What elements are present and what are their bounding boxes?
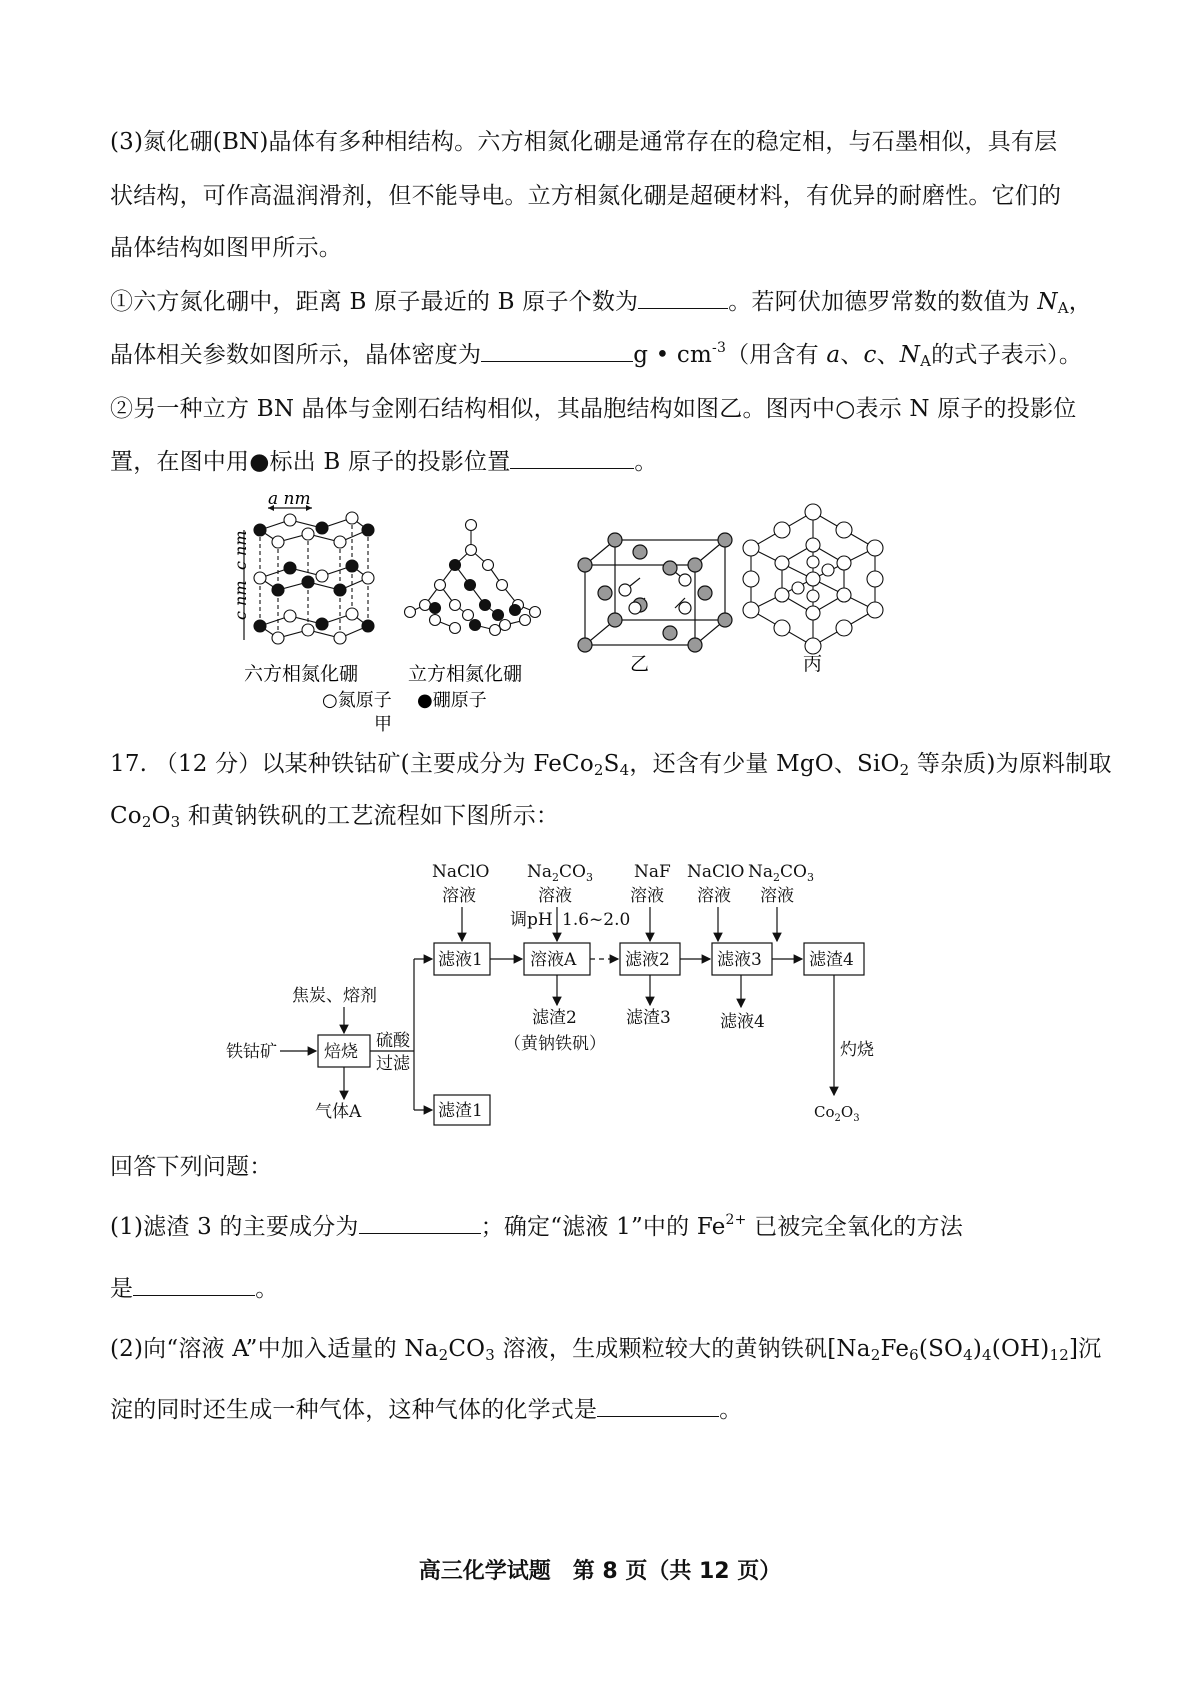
text: A xyxy=(920,352,932,370)
text: g • cm xyxy=(633,342,713,368)
reagent-na2co3-1: $Na_2CO_3$ xyxy=(527,862,593,884)
answer-blank[interactable] xyxy=(597,1398,719,1417)
ore-label: 铁钴矿 xyxy=(226,1042,277,1062)
answer-blank[interactable] xyxy=(481,343,633,362)
text: S xyxy=(603,751,620,777)
hexagonal-bn-diagram xyxy=(231,490,374,685)
q16-intro-line3: 晶体结构如图甲所示。 xyxy=(110,235,342,261)
q17-line2 xyxy=(110,797,559,831)
text: (SO xyxy=(918,1336,964,1362)
page-footer: 高三化学试题 第 8 页（共 12 页） xyxy=(418,1559,782,1584)
text: 3 xyxy=(485,1346,495,1364)
text: 已被完全氧化的方法 xyxy=(746,1214,963,1240)
text: 4 xyxy=(619,761,630,779)
c-nm-label-1: c nm xyxy=(231,530,250,570)
text: (2)向“溶液 A”中加入适量的 Na xyxy=(110,1336,439,1362)
text: ， xyxy=(1068,289,1092,315)
text: N xyxy=(899,342,921,368)
box-roast: 焙烧 xyxy=(324,1042,358,1062)
reagent-solution-1: 溶液 xyxy=(442,886,476,906)
text: (OH) xyxy=(991,1336,1050,1362)
text: ，还含有少量 MgO、SiO xyxy=(629,751,900,777)
text: 置，在图中用●标出 B 原子的投影位置 xyxy=(110,449,511,475)
legend-boron: ●硼原子 xyxy=(417,690,487,711)
q16-sub1-line1 xyxy=(110,283,1092,317)
bing-caption: 丙 xyxy=(803,653,823,675)
text: 4 xyxy=(982,1346,992,1364)
figure-jia-caption: 甲 xyxy=(374,714,392,735)
c-nm-label-2: c nm xyxy=(231,580,250,620)
calcine-label: 灼烧 xyxy=(840,1040,874,1060)
text: 的式子表示）。 xyxy=(931,342,1083,368)
text: 2 xyxy=(593,761,604,779)
text: ；确定“滤液 1”中的 Fe xyxy=(480,1214,726,1240)
crystal-structures-figure xyxy=(230,490,970,740)
text: a xyxy=(826,342,841,368)
text: O xyxy=(151,803,171,829)
text: N xyxy=(1037,289,1058,315)
text: 溶液，生成颗粒较大的黄钠铁矾[Na xyxy=(494,1336,871,1362)
projection-bing-diagram xyxy=(743,504,883,654)
q1-line1 xyxy=(110,1208,963,1241)
sodium-jarosite-label: （黄钠铁矾） xyxy=(504,1034,606,1054)
answer-blank[interactable] xyxy=(510,450,634,469)
answer-blank[interactable] xyxy=(359,1215,481,1234)
text: 17. （12 分）以某种铁钴矿(主要成分为 FeCo xyxy=(110,751,594,777)
text: 2 xyxy=(141,813,152,831)
text: 、 xyxy=(840,342,864,368)
text: ①六方氮化硼中，距离 B 原子最近的 B 原子个数为 xyxy=(110,289,639,315)
process-flow-diagram xyxy=(220,855,960,1140)
text: 。 xyxy=(719,1397,743,1423)
text: 2 xyxy=(870,1346,881,1364)
acid-label: 硫酸 xyxy=(376,1031,410,1051)
answer-blank[interactable] xyxy=(133,1277,255,1296)
text: 2+ xyxy=(725,1212,747,1228)
q2-line1 xyxy=(110,1330,1101,1364)
coke-flux-label: 焦炭、熔剂 xyxy=(292,986,377,1006)
box-residue-4: 滤渣4 xyxy=(809,950,854,970)
adjust-ph-label: 调pH xyxy=(510,910,553,930)
answer-blank[interactable] xyxy=(638,290,728,309)
q2-line2 xyxy=(110,1391,742,1424)
residue-2-label: 滤渣2 xyxy=(532,1008,577,1028)
a-nm-label: a nm xyxy=(268,490,311,509)
text: Fe xyxy=(880,1336,910,1362)
text: （用含有 xyxy=(726,342,827,368)
text: 。若阿伏加德罗常数的数值为 xyxy=(728,289,1038,315)
text: 3 xyxy=(170,813,181,831)
text: 。 xyxy=(255,1276,279,1302)
text: 淀的同时还生成一种气体，这种气体的化学式是 xyxy=(110,1397,598,1423)
reagent-naclo-2: NaClO xyxy=(687,862,745,882)
cubic-bn-diagram xyxy=(405,520,541,636)
text: 。 xyxy=(634,449,658,475)
answer-prompt: 回答下列问题： xyxy=(110,1154,273,1180)
text: ) xyxy=(972,1336,983,1362)
text: ]沉 xyxy=(1068,1336,1102,1362)
text: 等杂质)为原料制取 xyxy=(909,751,1112,777)
filter-label: 过滤 xyxy=(376,1054,410,1074)
reagent-solution-5: 溶液 xyxy=(760,886,794,906)
text: c xyxy=(863,342,877,368)
box-solution-a: 溶液A xyxy=(530,950,577,970)
q16-intro-line2: 状结构，可作高温润滑剂，但不能导电。立方相氮化硼是超硬材料，有优异的耐磨性。它们的 xyxy=(110,183,1062,209)
text: CO xyxy=(448,1336,486,1362)
text: 、 xyxy=(876,342,900,368)
text: 是 xyxy=(110,1276,134,1302)
text: -3 xyxy=(712,340,727,356)
box-filtrate-1: 滤液1 xyxy=(438,950,483,970)
legend-nitrogen: ○氮原子 xyxy=(322,690,392,711)
box-filtrate-2: 滤液2 xyxy=(625,950,670,970)
product-co2o3-label: $Co_2O_3$ xyxy=(814,1103,860,1124)
text: (1)滤渣 3 的主要成分为 xyxy=(110,1214,359,1240)
reagent-solution-2: 溶液 xyxy=(538,886,572,906)
q1-line2 xyxy=(110,1270,278,1303)
reagent-naclo-1: NaClO xyxy=(432,862,490,882)
text: 2 xyxy=(438,1346,449,1364)
q16-intro-line1: (3)氮化硼(BN)晶体有多种相结构。六方相氮化硼是通常存在的稳定相，与石墨相似，具有层 xyxy=(110,129,1058,155)
text: A xyxy=(1057,299,1069,317)
reagent-naf: NaF xyxy=(634,862,671,882)
reagent-na2co3-2: $Na_2CO_3$ xyxy=(748,862,814,884)
hex-caption: 六方相氮化硼 xyxy=(244,663,359,685)
q16-sub1-line2 xyxy=(110,336,1082,370)
reagent-solution-4: 溶液 xyxy=(697,886,731,906)
q17-line1 xyxy=(110,745,1112,779)
gas-a-label: 气体A xyxy=(315,1102,362,1122)
reagent-solution-3: 溶液 xyxy=(630,886,664,906)
box-residue-1: 滤渣1 xyxy=(438,1101,483,1121)
box-filtrate-3: 滤液3 xyxy=(717,950,762,970)
text: 晶体相关参数如图所示，晶体密度为 xyxy=(110,342,482,368)
residue-3-label: 滤渣3 xyxy=(626,1008,671,1028)
text: 4 xyxy=(963,1346,973,1364)
q16-sub2-line1: ②另一种立方 BN 晶体与金刚石结构相似，其晶胞结构如图乙。图丙中○表示 N 原子的投影位 xyxy=(110,396,1077,422)
text: 和黄钠铁矾的工艺流程如下图所示： xyxy=(180,803,560,829)
ph-range-label: 1.6~2.0 xyxy=(562,910,631,930)
yi-caption: 乙 xyxy=(630,653,650,675)
cubic-caption: 立方相氮化硼 xyxy=(408,663,523,685)
text: Co xyxy=(110,803,142,829)
unit-cell-yi-diagram xyxy=(578,533,732,652)
text: 2 xyxy=(899,761,910,779)
text: 12 xyxy=(1049,1346,1069,1364)
filtrate-4-label: 滤液4 xyxy=(720,1012,765,1032)
text: 6 xyxy=(909,1346,919,1364)
q16-sub2-line2 xyxy=(110,443,658,476)
